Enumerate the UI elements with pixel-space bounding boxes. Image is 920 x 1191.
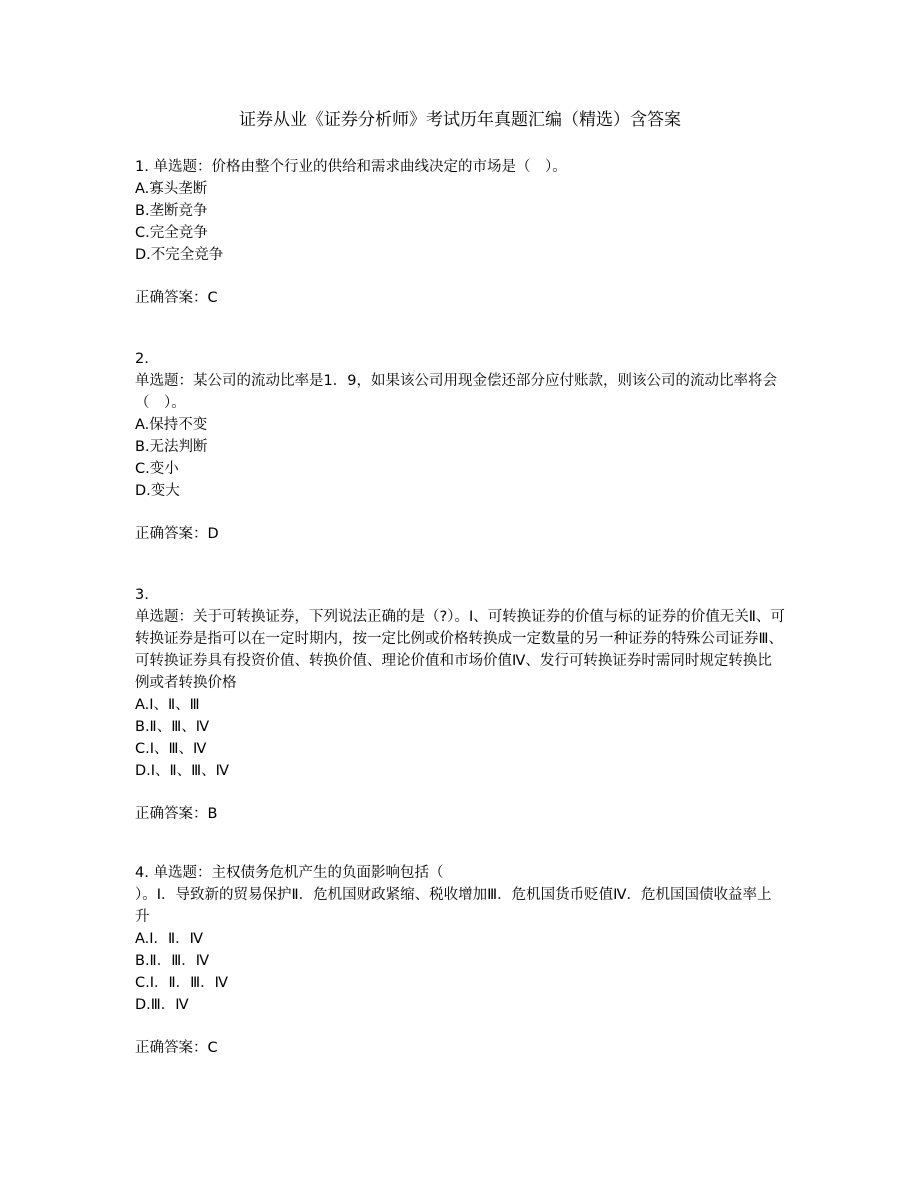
- question-1-number: 1.: [135, 159, 149, 175]
- question-4-option-c: C.Ⅰ．Ⅱ．Ⅲ．Ⅳ: [135, 975, 229, 991]
- question-3-option-c: C.Ⅰ、Ⅲ、Ⅳ: [135, 741, 207, 757]
- question-3-number: 3.: [135, 587, 149, 603]
- question-2-option-c: C.变小: [135, 461, 179, 477]
- question-4-number: 4.: [135, 865, 149, 881]
- question-4-header: [135, 862, 785, 884]
- question-3-option-d: D.Ⅰ、Ⅱ、Ⅲ、Ⅳ: [135, 763, 230, 779]
- question-1-stem: 单选题：价格由整个行业的供给和需求曲线决定的市场是（ ）。: [153, 159, 567, 175]
- question-4-option-d: D.Ⅲ．Ⅳ: [135, 997, 189, 1013]
- question-2-number: 2.: [135, 351, 149, 367]
- question-1-answer: 正确答案：C: [135, 290, 218, 306]
- question-2-stem: 单选题：某公司的流动比率是1．9，如果该公司用现金偿还部分应付账款，则该公司的流动比率将会（ ）。: [135, 373, 777, 411]
- question-3-stem: 单选题：关于可转换证券，下列说法正确的是（?）。Ⅰ、可转换证券的价值与标的证券的价值无关Ⅱ、可转换证券是指可以在一定时期内，按一定比例或价格转换成一定数量的另一种证券的特殊公司证券Ⅲ、可转换证券具有投资价值、转换价值、理论价值和市场价值Ⅳ、发行可转换证券时需同时规定转换比例或者转换价格: [135, 609, 785, 691]
- question-4-stem-line1: 单选题：主权债务危机产生的负面影响包括（: [153, 865, 444, 881]
- document-title: 证券从业《证券分析师》考试历年真题汇编（精选）含答案: [239, 110, 681, 130]
- question-4-answer: 正确答案：C: [135, 1040, 218, 1056]
- question-3: [135, 584, 785, 825]
- question-4: [135, 862, 785, 1059]
- question-2-option-b: B.无法判断: [135, 439, 208, 455]
- question-1-header: [135, 156, 785, 178]
- question-3-option-a: A.Ⅰ、Ⅱ、Ⅲ: [135, 697, 200, 713]
- question-1-option-d: D.不完全竞争: [135, 247, 224, 263]
- question-4-option-b: B.Ⅱ．Ⅲ．Ⅳ: [135, 953, 210, 969]
- question-1-option-b: B.垄断竞争: [135, 203, 208, 219]
- question-2: [135, 348, 785, 545]
- question-2-answer: 正确答案：D: [135, 526, 219, 542]
- question-2-option-a: A.保持不变: [135, 417, 208, 433]
- question-4-option-a: A.Ⅰ．Ⅱ．Ⅳ: [135, 931, 204, 947]
- question-2-option-d: D.变大: [135, 483, 180, 499]
- question-3-option-b: B.Ⅱ、Ⅲ、Ⅳ: [135, 719, 210, 735]
- question-1-option-c: C.完全竞争: [135, 225, 208, 241]
- question-4-stem: ）。Ⅰ．导致新的贸易保护Ⅱ．危机国财政紧缩、税收增加Ⅲ．危机国货币贬值Ⅳ．危机国国债收益率上升: [135, 887, 772, 925]
- question-3-answer: 正确答案：B: [135, 806, 218, 822]
- question-1: [135, 156, 785, 309]
- question-1-option-a: A.寡头垄断: [135, 181, 208, 197]
